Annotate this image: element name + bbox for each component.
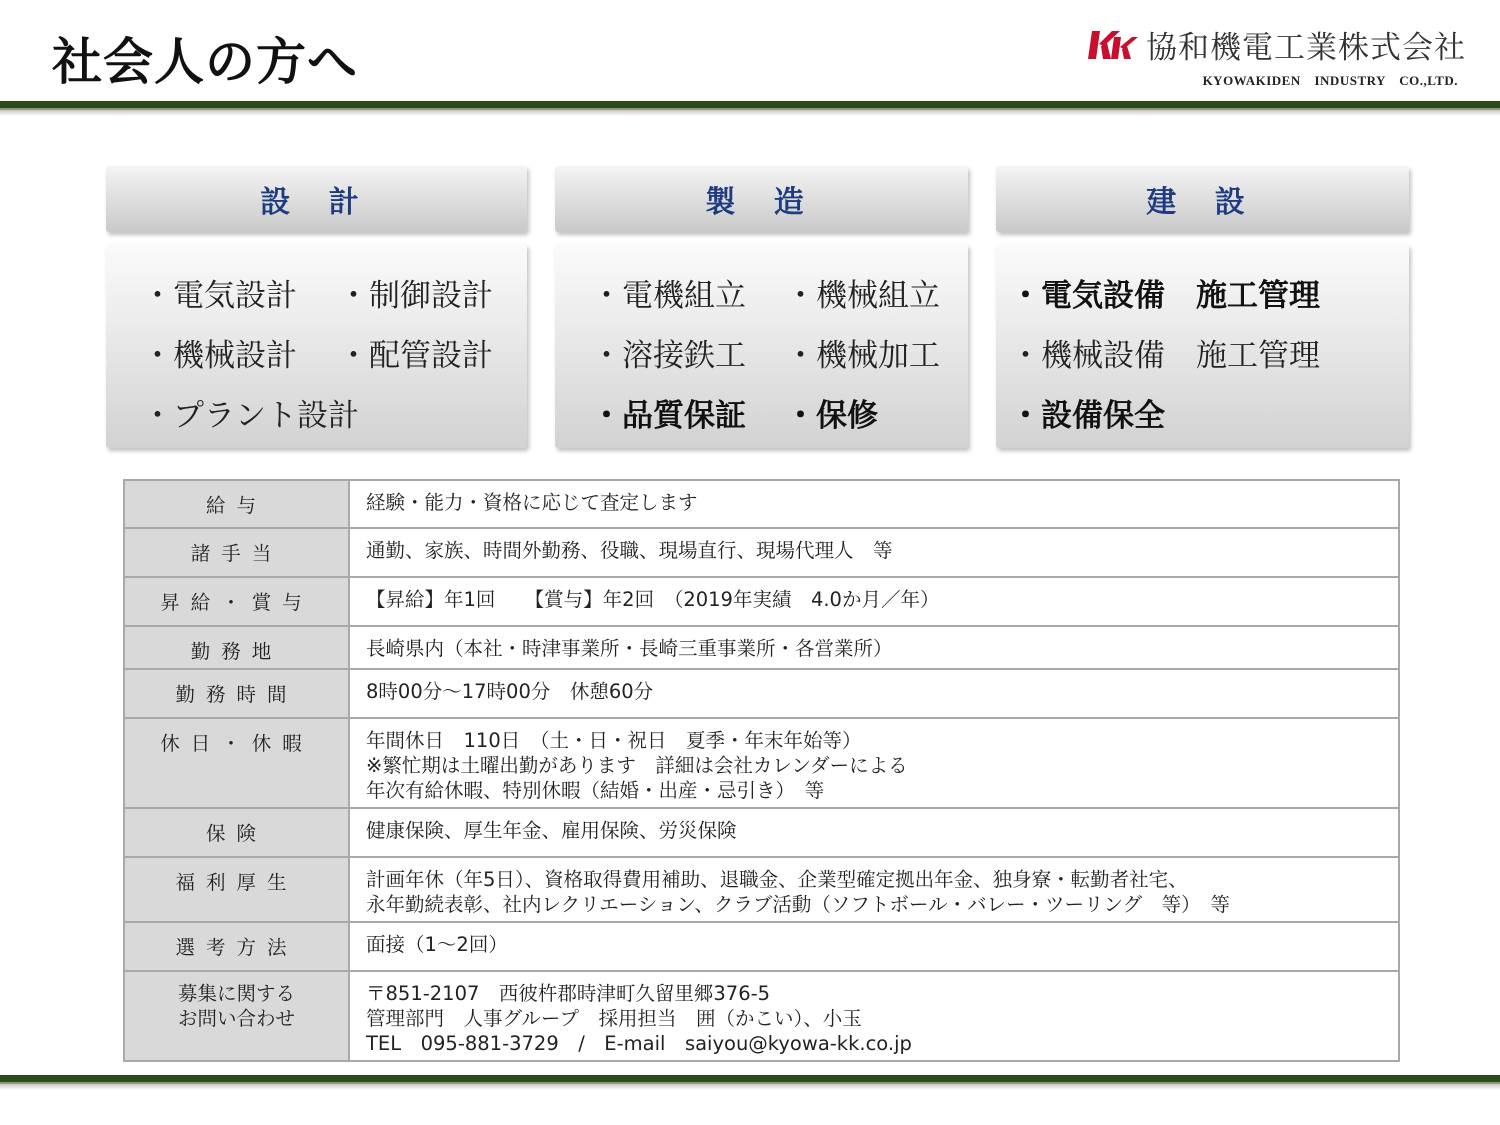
- row-value: [349, 922, 1399, 971]
- row-value: [349, 718, 1399, 808]
- job-item: ・品質保証: [591, 398, 746, 434]
- footer-rule: [0, 1075, 1500, 1090]
- row-label-text: 昇給・賞与: [160, 591, 313, 614]
- row-label-text: 勤務地: [190, 640, 283, 663]
- row-value: [349, 808, 1399, 857]
- row-value-line: 通勤、家族、時間外勤務、役職、現場直行、現場代理人 等: [366, 539, 893, 562]
- company-name-jp: 協和機電工業株式会社: [1146, 30, 1466, 66]
- job-item: ・設備保全: [1010, 398, 1165, 434]
- header-rule: [0, 101, 1500, 116]
- table-row: [124, 718, 1399, 808]
- job-item: ・機械組立: [785, 278, 940, 314]
- category-title: 建 設: [996, 166, 1409, 232]
- category-title: 設 計: [106, 166, 527, 232]
- row-label: [124, 626, 349, 669]
- page-title: 社会人の方へ: [52, 33, 358, 91]
- row-value-line: 計画年休（年5日）、資格取得費用補助、退職金、企業型確定拠出年金、独身寮・転勤者社宅、: [366, 868, 1188, 891]
- table-row: [124, 808, 1399, 857]
- row-label: [124, 857, 349, 922]
- row-value-line: 健康保険、厚生年金、雇用保険、労災保険: [366, 819, 737, 842]
- job-item: ・配管設計: [338, 338, 493, 374]
- row-label-text: 選考方法: [175, 936, 298, 959]
- job-item: ・機械設計: [142, 338, 297, 374]
- row-value-line: 長崎県内（本社・時津事業所・長崎三重事業所・各営業所）: [366, 637, 893, 660]
- table-row: [124, 922, 1399, 971]
- row-value-line: 年次有給休暇、特別休暇（結婚・出産・忌引き） 等: [366, 779, 825, 802]
- row-value: [349, 971, 1399, 1061]
- company-logo: [1086, 22, 1466, 89]
- row-label-text: 給与: [205, 494, 267, 517]
- row-value: [349, 857, 1399, 922]
- job-item: ・電気設備 施工管理: [1010, 278, 1320, 314]
- table-row: [124, 577, 1399, 626]
- job-item: ・電気設計: [142, 278, 297, 314]
- row-value-line: 〒851-2107 西彼杵郡時津町久留里郷376-5: [366, 982, 771, 1005]
- row-label: [124, 480, 349, 528]
- row-label-text: お問い合わせ: [177, 1007, 295, 1030]
- table-row: [124, 480, 1399, 528]
- row-value-line: 【昇給】年1回 【賞与】年2回 （2019年実績 4.0か月／年）: [366, 588, 940, 611]
- job-item: ・プラント設計: [142, 398, 359, 434]
- table-row: [124, 528, 1399, 577]
- row-label: [124, 718, 349, 808]
- row-label: [124, 577, 349, 626]
- row-value-line: ※繁忙期は土曜出勤があります 詳細は会社カレンダーによる: [366, 754, 908, 777]
- job-item: ・制御設計: [338, 278, 493, 314]
- row-value: [349, 577, 1399, 626]
- row-value-line: 8時00分～17時00分 休憩60分: [366, 680, 654, 703]
- category-title: 製 造: [555, 166, 968, 232]
- row-label: [124, 808, 349, 857]
- table-row: [124, 857, 1399, 922]
- row-label-text: 福利厚生: [175, 871, 298, 894]
- job-item: ・機械加工: [785, 338, 940, 374]
- row-label: [124, 528, 349, 577]
- category-body: [555, 244, 968, 448]
- row-value: [349, 669, 1399, 718]
- job-category-construction: [996, 166, 1409, 434]
- recruitment-info-table: [123, 479, 1400, 1062]
- table-row: [124, 626, 1399, 669]
- row-value-line: 年間休日 110日 （土・日・祝日 夏季・年末年始等）: [366, 729, 862, 752]
- category-body: [996, 244, 1409, 448]
- job-item: ・溶接鉄工: [591, 338, 746, 374]
- row-value-line: 永年勤続表彰、社内レクリエーション、クラブ活動（ソフトボール・バレー・ツーリング 等） 等: [366, 893, 1230, 916]
- category-body: [106, 244, 527, 448]
- row-value: [349, 528, 1399, 577]
- job-item: ・機械設備 施工管理: [1010, 338, 1320, 374]
- row-label-text: 勤務時間: [175, 683, 298, 706]
- row-label: [124, 669, 349, 718]
- row-label-text: 諸手当: [190, 542, 283, 565]
- row-value-line: TEL 095-881-3729 / E-mail saiyou@kyowa-kk.co.jp: [366, 1032, 912, 1055]
- row-value: [349, 480, 1399, 528]
- row-label: [124, 922, 349, 971]
- row-value-line: 面接（1～2回）: [366, 933, 508, 956]
- job-category-design: [106, 166, 527, 434]
- job-category-manufacturing: [555, 166, 968, 434]
- table-row: [124, 971, 1399, 1061]
- row-label-text: 休日・休暇: [160, 732, 313, 755]
- company-name-en: KYOWAKIDEN INDUSTRY CO.,LTD.: [1202, 73, 1458, 88]
- row-value-line: 管理部門 人事グループ 採用担当 囲（かこい）、小玉: [366, 1007, 862, 1030]
- kk-logo-icon: [1086, 27, 1138, 63]
- row-label-text: 保険: [205, 822, 267, 845]
- row-label: [124, 971, 349, 1061]
- job-item: ・電機組立: [591, 278, 746, 314]
- job-item: ・保修: [785, 398, 878, 434]
- row-value: [349, 626, 1399, 669]
- row-label-text: 募集に関する: [177, 982, 295, 1005]
- row-value-line: 経験・能力・資格に応じて査定します: [366, 491, 698, 514]
- table-row: [124, 669, 1399, 718]
